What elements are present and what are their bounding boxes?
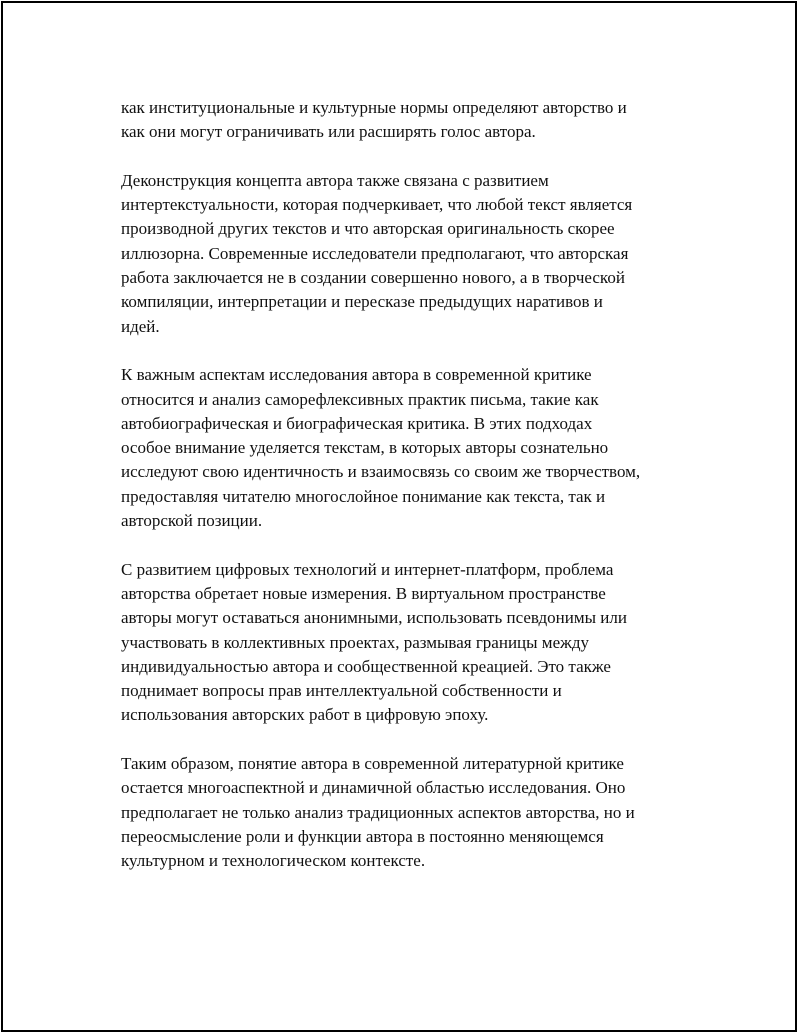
paragraph-2: Деконструкция концепта автора также связана с развитием интертекстуальности, которая подчеркивает, что любой текст является производной других текстов и что авторская оригинальность скорее иллюзорна. Современные исследователи предполагают, что авторская работа заключается не в создании совершенно нового, а в творческой компиляции, интерпретации и пересказе предыдущих наративов и идей. bbox=[121, 170, 633, 336]
paragraph-4: С развитием цифровых технологий и интернет-платформ, проблема авторства обретает новые измерения. В виртуальном пространстве авторы могут оставаться анонимными, использовать псевдонимы или участвовать в коллективных проектах, размывая границы между индивидуальностью автора и сообщественной креацией. Это также поднимает вопросы прав интеллектуальной собственности и использования авторских работ в цифровую эпоху. bbox=[121, 559, 627, 725]
page-frame bbox=[1, 1, 797, 1032]
paragraph-1: как институциональные и культурные нормы определяют авторство и как они могут ограничивать или расширять голос автора. bbox=[121, 98, 627, 142]
document-body bbox=[121, 96, 691, 898]
paragraph-3: К важным аспектам исследования автора в современной критике относится и анализ саморефлексивных практик письма, такие как автобиографическая и биографическая критика. В этих подходах особое внимание уделяется текстам, в которых авторы сознательно исследуют свою идентичность и взаимосвязь со своим же творчеством, предоставляя читателю многослойное понимание как текста, так и авторской позиции. bbox=[121, 365, 641, 531]
paragraph-5: Таким образом, понятие автора в современной литературной критике остается многоаспектной и динамичной областью исследования. Оно предполагает не только анализ традиционных аспектов авторства, но и переосмысление роли и функции автора в постоянно меняющемся культурном и технологическом контексте. bbox=[121, 754, 635, 871]
